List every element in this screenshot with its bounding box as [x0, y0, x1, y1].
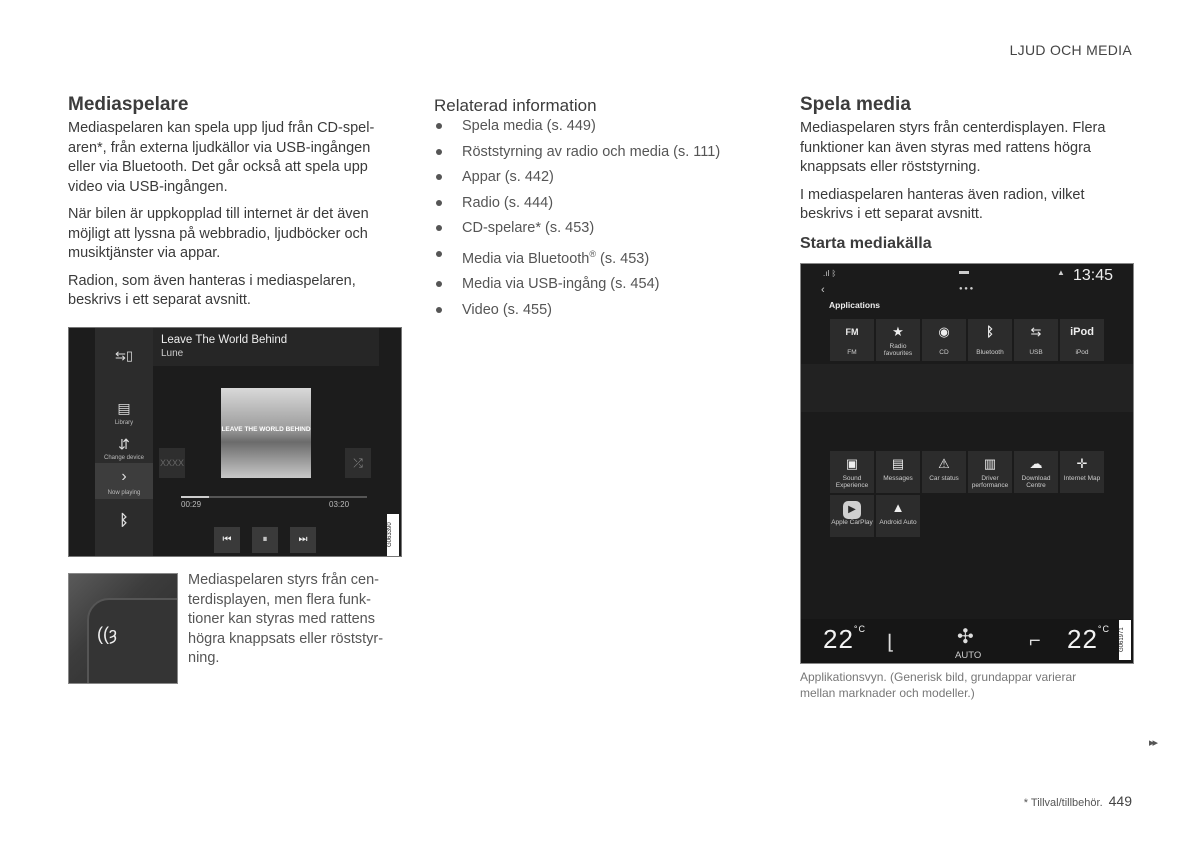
- starta-mediakalla-heading: Starta mediakälla: [800, 234, 932, 252]
- text-line: Radion, som även hanteras i mediaspelaren,: [68, 272, 356, 289]
- time-total: 03:20: [329, 500, 350, 509]
- text-line: knappsats eller röststyrning.: [800, 159, 981, 175]
- location-icon: ▲: [1057, 268, 1065, 277]
- text-line: musiktjänster via appar.: [68, 245, 221, 261]
- tile-label: Bluetooth: [976, 349, 1004, 356]
- tile-label: Download Centre: [1021, 475, 1051, 489]
- progress-fill: [181, 496, 209, 498]
- text-line: ning.: [188, 650, 220, 666]
- status-bar: [801, 264, 1134, 288]
- text-line: video via USB-ingången.: [68, 178, 228, 195]
- app-tile-usb: [1014, 319, 1058, 361]
- fan-icon: ✣: [957, 626, 974, 648]
- carplay-glyph: ▶: [843, 501, 861, 519]
- related-link[interactable]: [434, 245, 754, 269]
- temp-unit: °C: [1097, 624, 1111, 634]
- pause-icon: ⏸: [252, 527, 278, 553]
- messages-icon: ▤: [891, 456, 905, 471]
- tile-label: CD: [939, 349, 949, 356]
- app-tile-android-auto: [876, 495, 920, 537]
- temp-unit: °C: [853, 624, 867, 634]
- sidebar-label-change-device: Change device: [103, 455, 145, 461]
- text-line: mellan marknader och modeller.): [800, 686, 975, 700]
- app-tile-internet-map: [1060, 451, 1104, 493]
- tile-label: Sound Experience: [835, 475, 869, 489]
- section-header: LJUD OCH MEDIA: [1009, 42, 1132, 58]
- related-link[interactable]: Media via USB-ingång (s. 454): [434, 275, 754, 294]
- back-icon: ‹: [821, 284, 825, 296]
- spela-media-heading: Spela media: [800, 94, 911, 115]
- footer: [1024, 793, 1132, 809]
- cd-icon: ◉: [938, 324, 950, 339]
- text-line: beskrivs i ett separat avsnitt.: [68, 292, 251, 308]
- defrost-icon: ⌐: [1029, 630, 1041, 652]
- page-dots-icon: ● ● ●: [959, 286, 974, 292]
- spela-media-paragraph-1: [800, 119, 1134, 178]
- cover-text: LEAVE THE WORLD BEHIND: [221, 426, 311, 433]
- change-device-icon: ⇵: [118, 436, 130, 452]
- tile-label: Android Auto: [879, 519, 917, 526]
- shuffle-icon: ⤮: [345, 448, 371, 478]
- sidebar-label-library: Library: [114, 420, 134, 426]
- car-status-icon: ⚠: [938, 456, 950, 471]
- app-tile-driver-performance: [968, 451, 1012, 493]
- related-link[interactable]: Video (s. 455): [434, 301, 754, 320]
- clock: 13:45: [1072, 267, 1113, 284]
- related-link[interactable]: Radio (s. 444): [434, 194, 754, 213]
- text-line: Mediaspelaren styrs från centerdisplayen. Flera: [800, 120, 1106, 136]
- wheel-caption: [188, 571, 402, 669]
- tile-label: USB: [1029, 349, 1043, 356]
- figure-code: G063390: [387, 514, 399, 556]
- spela-media-paragraph-2: [800, 186, 1134, 225]
- time-elapsed: 00:29: [181, 500, 202, 509]
- related-heading: Relaterad information: [434, 96, 597, 115]
- link-page: (s. 453): [596, 250, 650, 267]
- android-auto-icon: ▲: [891, 500, 905, 515]
- next-icon: ⏭: [290, 527, 316, 553]
- mediaspelare-paragraph-2: [68, 205, 402, 264]
- text-line: tioner kan styras med rattens: [188, 611, 375, 627]
- temp-right-value: 22: [1067, 624, 1098, 654]
- tile-label: Radio favourites: [883, 343, 913, 357]
- tile-label: Messages: [883, 475, 913, 482]
- carplay-icon: [830, 499, 874, 519]
- track-title: Leave The World Behind: [161, 334, 288, 346]
- signal-icon: .ıl ᛒ: [823, 269, 837, 278]
- related-information-section: [434, 96, 754, 327]
- voice-control-icon: ((ȝ: [97, 624, 117, 644]
- text-line: möjligt att lyssna på webbradio, ljudböcker och: [68, 225, 368, 242]
- figure-code: G061971: [1119, 620, 1131, 660]
- chevron-right-icon: ›: [121, 468, 127, 485]
- menu-handle-icon: ▬: [959, 266, 969, 277]
- usb-icon: ⇆▯: [114, 348, 134, 363]
- app-tile-messages: [876, 451, 920, 493]
- text-line: Applikationsvyn. (Generisk bild, grundappar varierar: [800, 670, 1077, 684]
- previous-icon: ⏮: [214, 527, 240, 553]
- link-text: Media via Bluetooth: [462, 250, 590, 267]
- app-tile-sound-experience: [830, 451, 874, 493]
- app-tile-radio-favourites: [876, 319, 920, 361]
- tile-label: Internet Map: [1063, 475, 1101, 482]
- text-line: terdisplayen, men flera funk-: [188, 591, 371, 608]
- map-icon: ✛: [1076, 456, 1088, 471]
- tile-label: FM: [847, 349, 857, 356]
- album-cover: [221, 388, 311, 478]
- tile-label: Apple CarPlay: [831, 519, 873, 526]
- library-icon: ▤: [117, 400, 131, 416]
- text-line: I mediaspelaren hanteras även radion, vilket: [800, 186, 1085, 203]
- speaker-icon: ▣: [845, 456, 859, 471]
- app-tile-download-centre: [1014, 451, 1058, 493]
- progress-bar: [181, 496, 367, 498]
- temp-left: [823, 624, 866, 655]
- auto-label: AUTO: [955, 650, 982, 661]
- text-line: funktioner kan även styras med rattens högra: [800, 139, 1091, 156]
- display-caption: [800, 669, 1134, 701]
- related-link[interactable]: CD-spelare* (s. 453): [434, 219, 754, 238]
- text-line: När bilen är uppkopplad till internet är det även: [68, 206, 369, 222]
- app-tile-fm: [830, 319, 874, 361]
- text-line: eller via Bluetooth. Det går också att spela upp: [68, 159, 368, 175]
- media-sidebar: [95, 328, 153, 557]
- tile-label: iPod: [1075, 349, 1089, 356]
- radio-favourites-icon: ★: [892, 324, 904, 339]
- center-display-screenshot: [800, 263, 1134, 664]
- temp-right: [1067, 624, 1110, 655]
- bluetooth-icon: ᛒ: [119, 512, 129, 529]
- text-line: beskrivs i ett separat avsnitt.: [800, 206, 983, 222]
- tile-label: Car status: [929, 475, 959, 482]
- fm-icon: FM: [845, 327, 859, 337]
- text-line: aren*, från externa ljudkällor via USB-ingången: [68, 139, 371, 156]
- continue-marker-icon: ▸▸: [1149, 737, 1157, 749]
- tile-label: Driver performance: [971, 475, 1009, 489]
- related-link[interactable]: Röststyrning av radio och media (s. 111): [434, 143, 754, 162]
- temp-left-value: 22: [823, 624, 854, 654]
- cloud-download-icon: ☁: [1029, 456, 1043, 471]
- tile-band: [801, 364, 1134, 412]
- app-tile-cd: [922, 319, 966, 361]
- registered-mark: ®: [589, 248, 596, 259]
- mediaspelare-paragraph-3: [68, 272, 402, 311]
- usb-icon: ⇆: [1030, 324, 1042, 339]
- app-tile-car-status: [922, 451, 966, 493]
- text-line: Mediaspelaren kan spela upp ljud från CD-spel-: [68, 120, 375, 136]
- mediaspelare-paragraph-1: [68, 119, 402, 197]
- spela-media-section: [800, 94, 1134, 253]
- media-player-screenshot: [68, 327, 402, 557]
- app-tile-ipod: [1060, 319, 1104, 361]
- steering-wheel-photo: [68, 573, 178, 684]
- app-tile-bluetooth: [968, 319, 1012, 361]
- bluetooth-icon: ᛒ: [986, 324, 994, 339]
- track-artist: Lune: [161, 348, 184, 359]
- related-link[interactable]: Spela media (s. 449): [434, 117, 754, 136]
- mediaspelare-section: [68, 94, 402, 319]
- page-number: 449: [1108, 793, 1132, 809]
- seat-left-icon: ⌊: [887, 632, 895, 654]
- app-tile-apple-carplay: [830, 495, 874, 537]
- text-line: Mediaspelaren styrs från cen-: [188, 572, 379, 588]
- sidebar-label-now-playing: Now playing: [107, 490, 141, 496]
- bar-chart-icon: ▥: [983, 456, 997, 471]
- text-line: högra knappsats eller röststyr-: [188, 630, 384, 647]
- related-link[interactable]: Appar (s. 442): [434, 168, 754, 187]
- shuffle-left-icon: XXXX: [159, 448, 185, 478]
- related-list: [434, 117, 754, 320]
- mediaspelare-heading: Mediaspelare: [68, 94, 189, 115]
- footnote: * Tillval/tillbehör.: [1023, 797, 1103, 809]
- applications-title: Applications: [829, 300, 881, 310]
- ipod-icon: iPod: [1070, 326, 1094, 338]
